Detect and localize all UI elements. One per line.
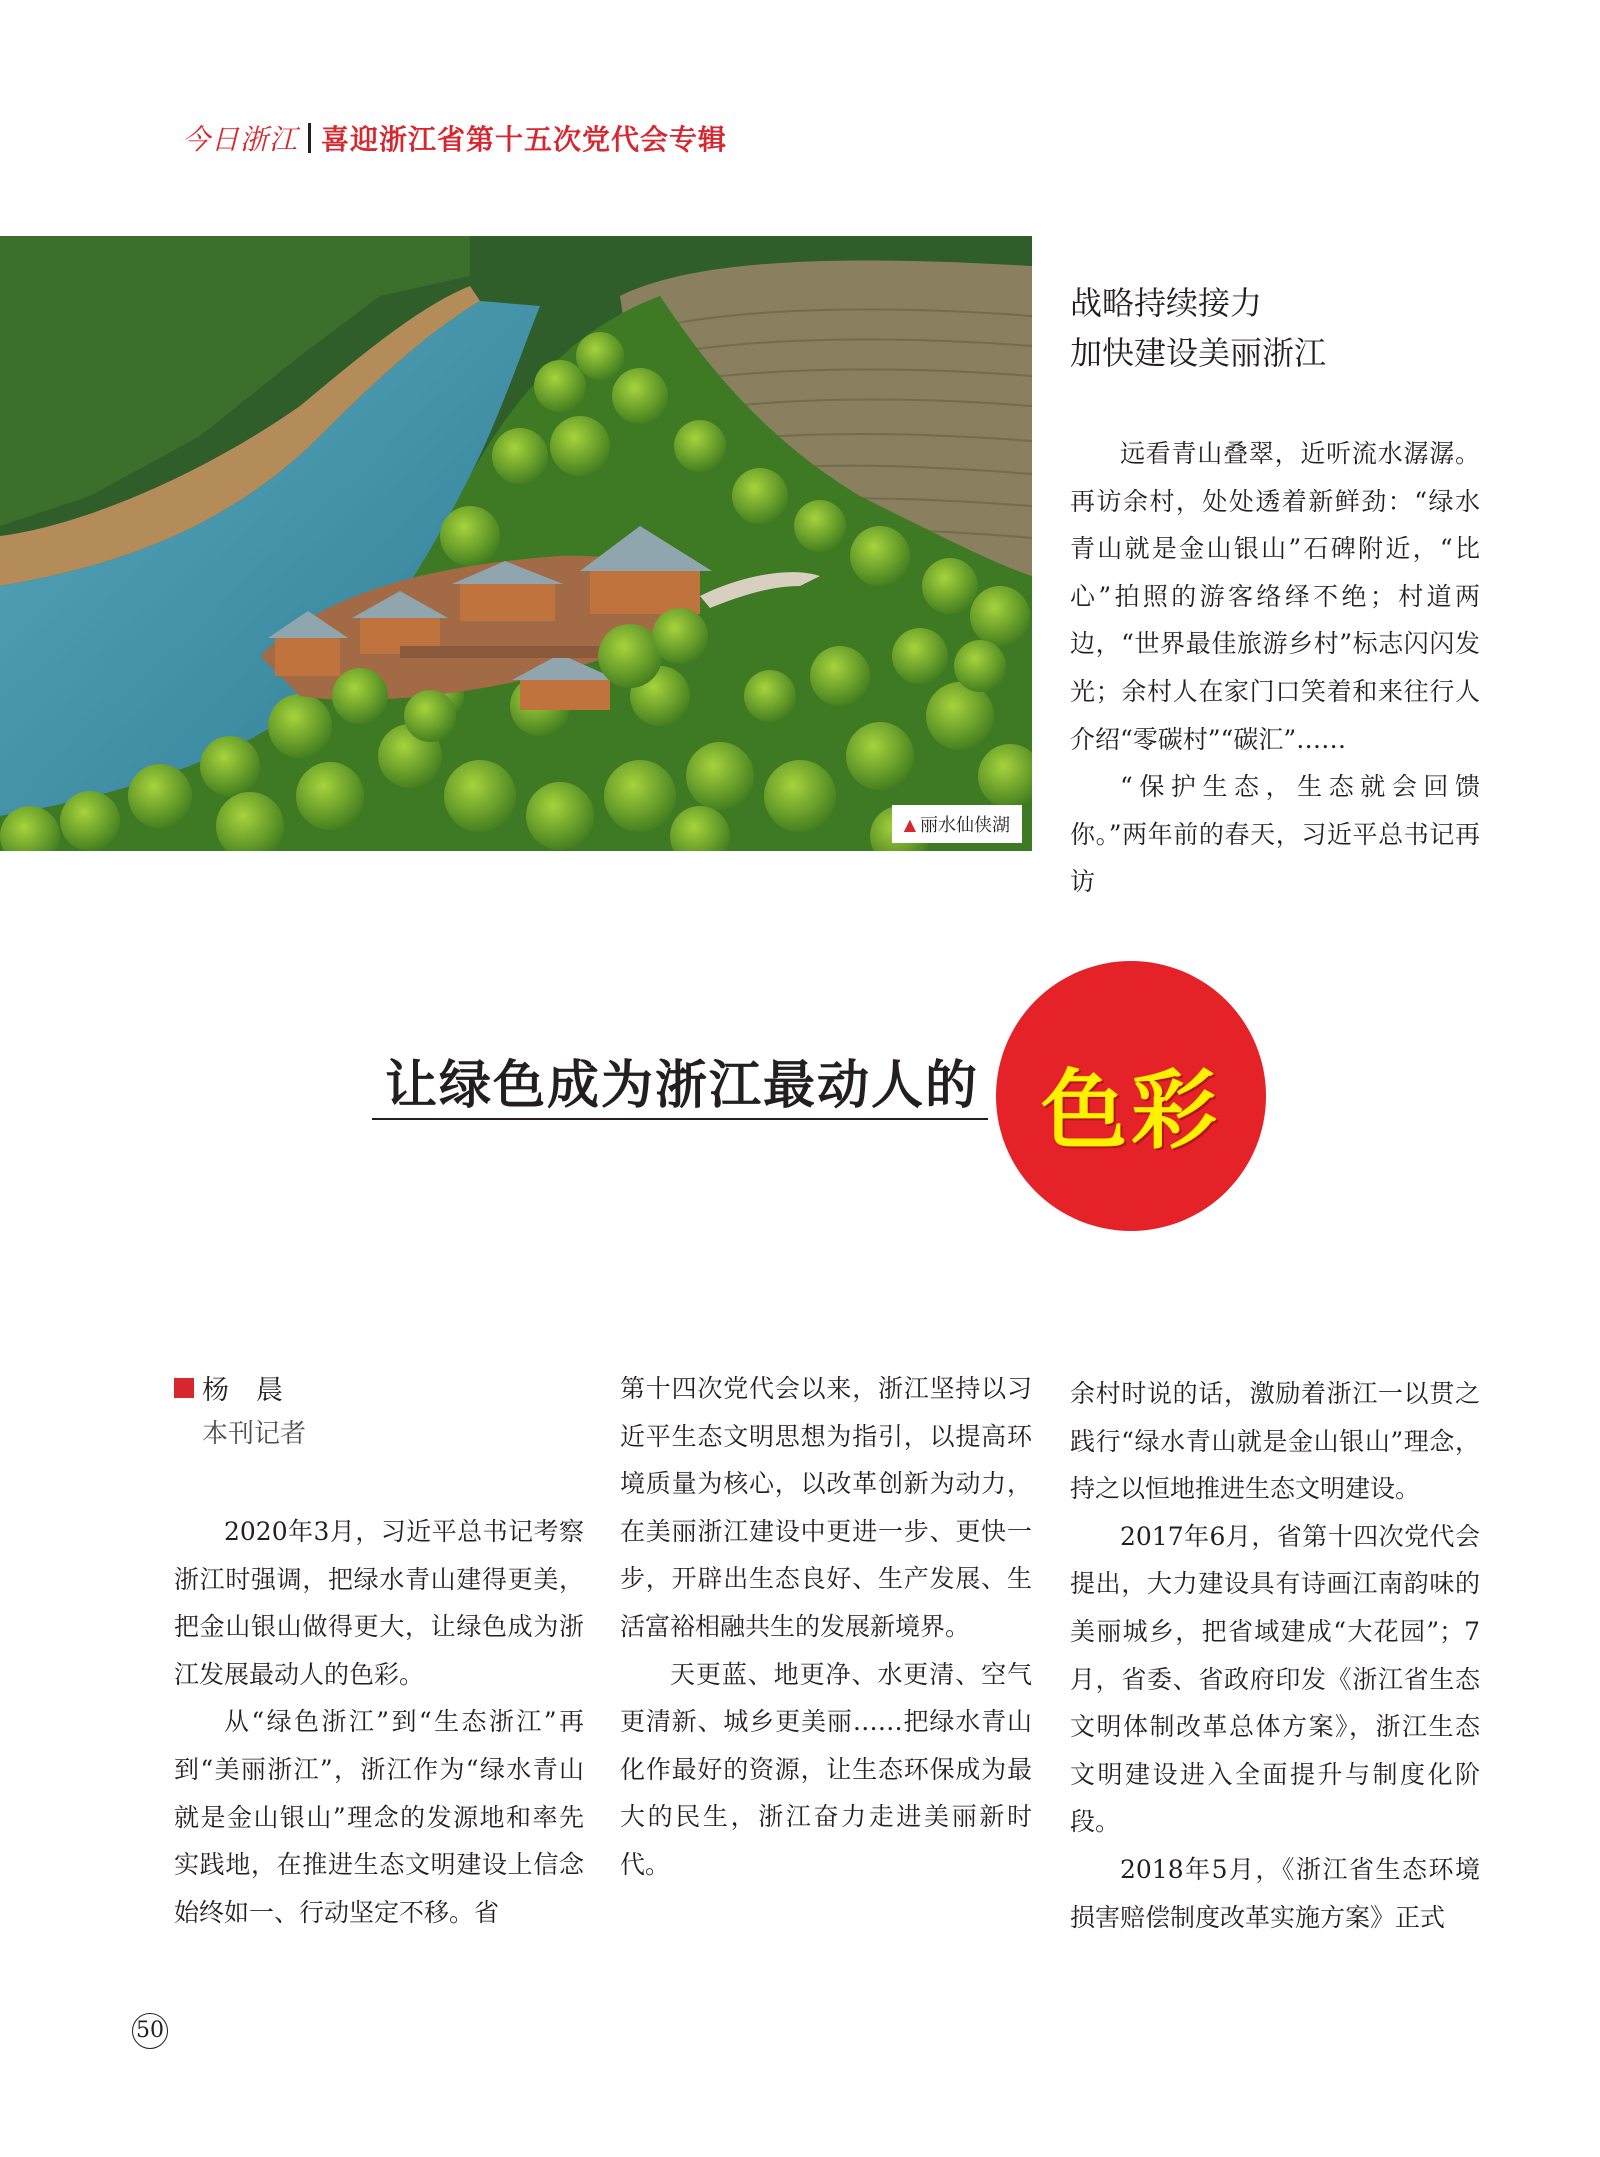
page-header bbox=[182, 118, 727, 158]
photo-caption bbox=[892, 805, 1022, 843]
paragraph: 余村时说的话，激励着浙江一以贯之践行“绿水青山就是金山银山”理念，持之以恒地推进生态文明建设。 bbox=[1070, 1379, 1480, 1504]
paragraph: 第十四次党代会以来，浙江坚持以习近平生态文明思想为指引，以提高环境质量为核心，以改革创新为动力，在美丽浙江建设中更进一步、更快一步，开辟出生态良好、生产发展、生活富裕相融共生的发展新境界。 bbox=[620, 1374, 1032, 1641]
article-title: 让绿色成为浙江最动人的 bbox=[385, 1055, 980, 1116]
paragraph: 远看青山叠翠，近听流水潺潺。再访余村，处处透着新鲜劲：“绿水青山就是金山银山”石碑附近，“比心”拍照的游客络绎不绝；村道两边，“世界最佳旅游乡村”标志闪闪发光；余村人在家门口笑着和来往行人介绍“零碳村”“碳汇”…… bbox=[1070, 439, 1480, 754]
caption-text: 丽水仙侠湖 bbox=[920, 815, 1010, 836]
title-underline bbox=[372, 1118, 988, 1120]
column-3 bbox=[1070, 1370, 1480, 1941]
red-square-icon bbox=[174, 1378, 194, 1398]
triangle-up-icon: ▲ bbox=[903, 814, 916, 834]
top-right-column bbox=[1070, 430, 1480, 906]
author-name: 杨 晨 bbox=[202, 1375, 283, 1406]
paragraph: “保护生态，生态就会回馈你。”两年前的春天，习近平总书记再访 bbox=[1070, 772, 1480, 897]
magazine-logo: 今日浙江 bbox=[182, 123, 299, 156]
author-role: 本刊记者 bbox=[202, 1419, 307, 1449]
issue-title: 喜迎浙江省第十五次党代会专辑 bbox=[321, 123, 728, 156]
paragraph: 2020年3月，习近平总书记考察浙江时强调，把绿水青山建得更美，把金山银山做得更大，让绿色成为浙江发展最动人的色彩。 bbox=[174, 1517, 584, 1689]
paragraph: 天更蓝、地更净、水更清、空气更清新、城乡更美丽……把绿水青山化作最好的资源，让生态环保成为最大的民生，浙江奋力走进美丽新时代。 bbox=[620, 1659, 1032, 1879]
section-subhead bbox=[1070, 278, 1490, 378]
paragraph: 2018年5月，《浙江省生态环境损害赔偿制度改革实施方案》正式 bbox=[1070, 1854, 1480, 1932]
lake-photo bbox=[0, 236, 1032, 851]
paragraph: 从“绿色浙江”到“生态浙江”再到“美丽浙江”，浙江作为“绿水青山就是金山银山”理念的发源地和率先实践地，在推进生态文明建设上信念始终如一、行动坚定不移。省 bbox=[174, 1707, 584, 1927]
subhead-line-2: 加快建设美丽浙江 bbox=[1070, 334, 1327, 372]
byline bbox=[174, 1368, 283, 1407]
column-2 bbox=[620, 1365, 1032, 1889]
paragraph: 2017年6月，省第十四次党代会提出，大力建设具有诗画江南韵味的美丽城乡，把省域建成“大花园”；7月，省委、省政府印发《浙江省生态文明体制改革总体方案》，浙江生态文明建设进入全面提升与制度化阶段。 bbox=[1070, 1521, 1480, 1837]
title-highlight-circle bbox=[996, 961, 1266, 1231]
title-highlight: 色彩 bbox=[1041, 1061, 1221, 1161]
landscape-illustration bbox=[0, 236, 1032, 851]
page-number: 50 bbox=[132, 2013, 168, 2049]
subhead-line-1: 战略持续接力 bbox=[1070, 284, 1263, 322]
header-divider bbox=[308, 123, 311, 153]
column-1 bbox=[174, 1508, 584, 1936]
